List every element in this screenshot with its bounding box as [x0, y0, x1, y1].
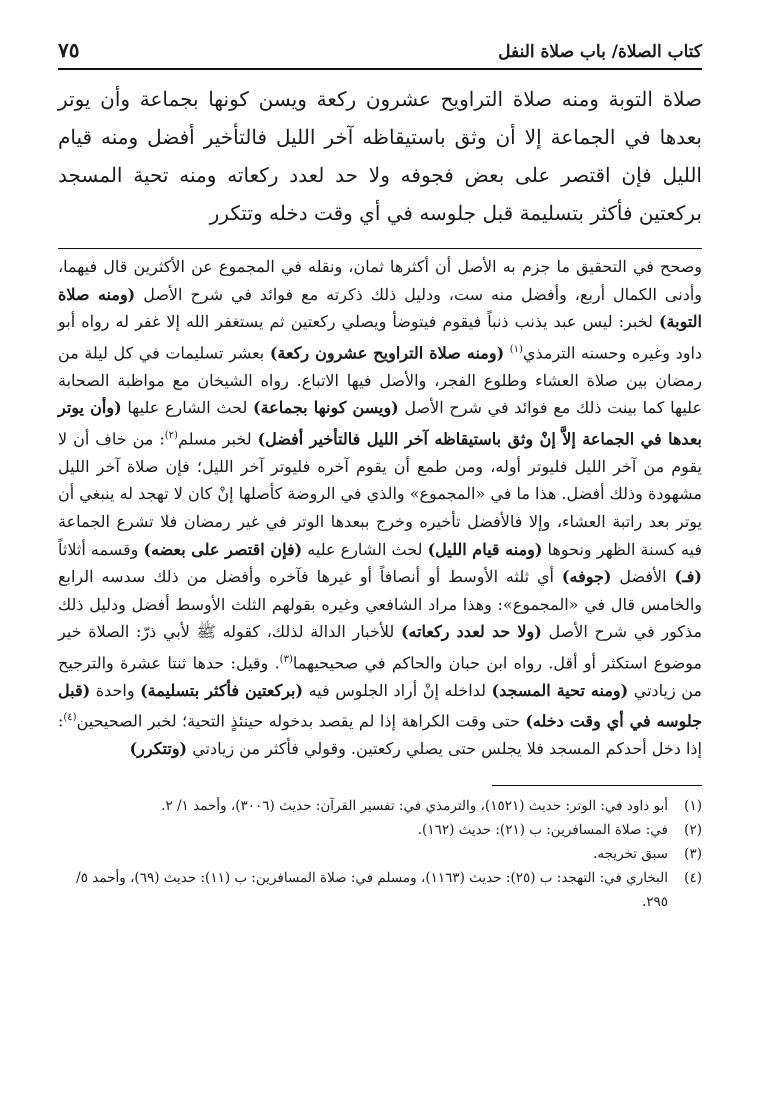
footnote-separator	[492, 785, 702, 786]
footnote	[58, 866, 702, 914]
matn-quote: (ومنه صلاة التوبة)	[58, 284, 702, 332]
commentary-run: لداخله إنْ أراد الجلوس فيه	[303, 680, 492, 700]
footnote-number: (١)	[684, 798, 702, 814]
commentary-run: لحث الشارع عليه	[302, 539, 428, 559]
footnote-number: (٢)	[684, 822, 702, 838]
commentary-run: وقسمه أثلاثاً	[58, 539, 144, 559]
commentary-run: بعشر تسليمات في كل ليلة من رمضان بين صلاة العشاء وطلوع الفجر، والأصل فيها الاتباع. رواه الشيخان مع مواظبة الصحابة عليها كما بينت ذلك مع فوائد في شرح الأصل	[58, 343, 703, 418]
commentary-run: : إذا دخل أحدكم المسجد فلا يجلس حتى يصلي ركعتين. وقولي فأكثر من زيادتي	[58, 711, 702, 759]
footnote-number: (٤)	[684, 870, 702, 886]
footnote	[58, 794, 702, 818]
matn-quote: (بركعتين فأكثر بتسليمة)	[140, 680, 304, 700]
main-text: صلاة التوبة ومنه صلاة التراويح عشرون ركعة ويسن كونها بجماعة وأن يوتر بعدها في الجماعة إلا أن وثق باستيقاظه آخر الليل فالتأخير أفضل ومنه قيام الليل فإن اقتصر على بعض فجوفه ولا حد لعدد ركعاته ومنه تحية المسجد بركعتين فأكثر بتسليمة قبل جلوسه في أي وقت دخله وتتكرر	[58, 87, 702, 225]
footnote-text: سبق تخريجه.	[593, 846, 668, 862]
matn-quote: (ولا حد لعدد ركعاته)	[400, 622, 542, 642]
commentary-run: : من خاف أن لا يقوم من آخر الليل فليوتر أوله، ومن طمع أن يقوم آخره فليوتر آخر الليل؛ فإن صلاة آخر الليل مشهودة وذلك أفضل. هذا ما في «المجموع» والذي في الروضة كأصلها إنْ كان لا تهجد له ينبغي أن يوتر بعد راتبة العشاء، وإلا فالأفضل تأخيره وخرج ببعدها الوتر في غير رمضان فلا تشرع الجماعة فيه كسنة الظهر ونحوها	[58, 429, 703, 559]
footnotes	[58, 794, 702, 914]
commentary-run: لحث الشارع عليها	[121, 398, 253, 418]
commentary-run: أي ثلثه الأوسط أو أنصافاً أو غيرها فآخره وأفضل من ذلك سدسه الرابع والخامس قال في «المجموع»: وهذا مراد الشافعي وغيره بقولهم الثلث الأوسط أفضل ودليل ذلك مذكور في شرح الأصل	[58, 567, 702, 642]
commentary-text	[58, 253, 702, 763]
footnote-ref: (١)	[509, 343, 523, 355]
commentary-run: واحدة	[90, 680, 141, 700]
text-separator	[58, 248, 702, 249]
matn-quote: (فـ)	[674, 567, 702, 587]
footnote	[58, 842, 702, 866]
matn-quote: (قبل جلوسه في أي وقت دخله)	[58, 680, 703, 731]
matn-quote: (وتتكرر)	[129, 739, 188, 759]
page-number: ٧٥	[58, 38, 80, 62]
header-title: كتاب الصلاة/ باب صلاة النفل	[498, 42, 702, 62]
footnote-text: البخاري في: التهجد: ب (٢٥): حديث (١١٦٣)، ومسلم في: صلاة المسافرين: ب (١١): حديث (٦٩)، وأحمد ٥/ ٢٩٥.	[76, 870, 668, 910]
matn-quote: (فإن اقتصر على بعضه)	[143, 539, 303, 559]
commentary-run: وصحح في التحقيق ما جزم به الأصل أن أكثرها ثمان، ونقله في المجموع عن الأكثرين قال فيهما، وأدنى الكمال أربع، وأفضل منه ست، ودليل ذلك ذكرته مع فوائد في شرح الأصل	[58, 257, 703, 304]
footnote-text: أبو داود في: الوتر: حديث (١٥٢١)، والترمذي في: تفسير القرآن: حديث (٣٠٠٦)، وأحمد ١/ ٢.	[161, 798, 668, 814]
footnote-text: في: صلاة المسافرين: ب (٢١): حديث (١٦٢).	[417, 822, 668, 838]
commentary-run: للأخبار الدالة لذلك، كقوله ﷺ لأبي ذرّ: الصلاة خير موضوع استكثر أو أقل. رواه ابن حبان والحاكم في صحيحيهما	[58, 622, 703, 673]
footnote-number: (٣)	[684, 846, 702, 862]
footnote-ref: (٣)	[279, 653, 293, 665]
matn-quote: (جوفه)	[561, 567, 612, 587]
footnote-ref: (٢)	[164, 429, 178, 441]
matn-quote: (ومنه قيام الليل)	[427, 539, 543, 559]
footnote-ref: (٤)	[63, 712, 77, 724]
commentary-run: لخبر: ليس عبد يذنب ذنباً فيقوم فيتوضأ ويصلي ركعتين ثم يستغفر الله إلا غفر له رواه أبو داود وغيره وحسنه الترمذي	[58, 312, 703, 363]
commentary-run: حتى وقت الكراهة إذا لم يقصد بدخوله حينئذٍ التحية؛ لخبر الصحيحين	[76, 711, 526, 731]
commentary-run: الأفضل	[611, 567, 675, 587]
matn-quote: (ويسن كونها بجماعة)	[253, 398, 399, 418]
commentary-run: . وقيل: حدها ثنتا عشرة والترجيح من زيادتي	[58, 653, 703, 700]
book-page	[58, 38, 702, 914]
commentary-run: لخبر مسلم	[177, 429, 258, 449]
matn-quote: (ومنه تحية المسجد)	[491, 680, 629, 700]
matn-quote: (وأن يوتر بعدها في الجماعة إلاَّ إنْ وثق باستيقاظه آخر الليل فالتأخير أفضل)	[58, 398, 702, 449]
matn-quote: (ومنه صلاة التراويح عشرون ركعة)	[269, 343, 505, 363]
running-header	[58, 38, 702, 70]
footnote	[58, 818, 702, 842]
